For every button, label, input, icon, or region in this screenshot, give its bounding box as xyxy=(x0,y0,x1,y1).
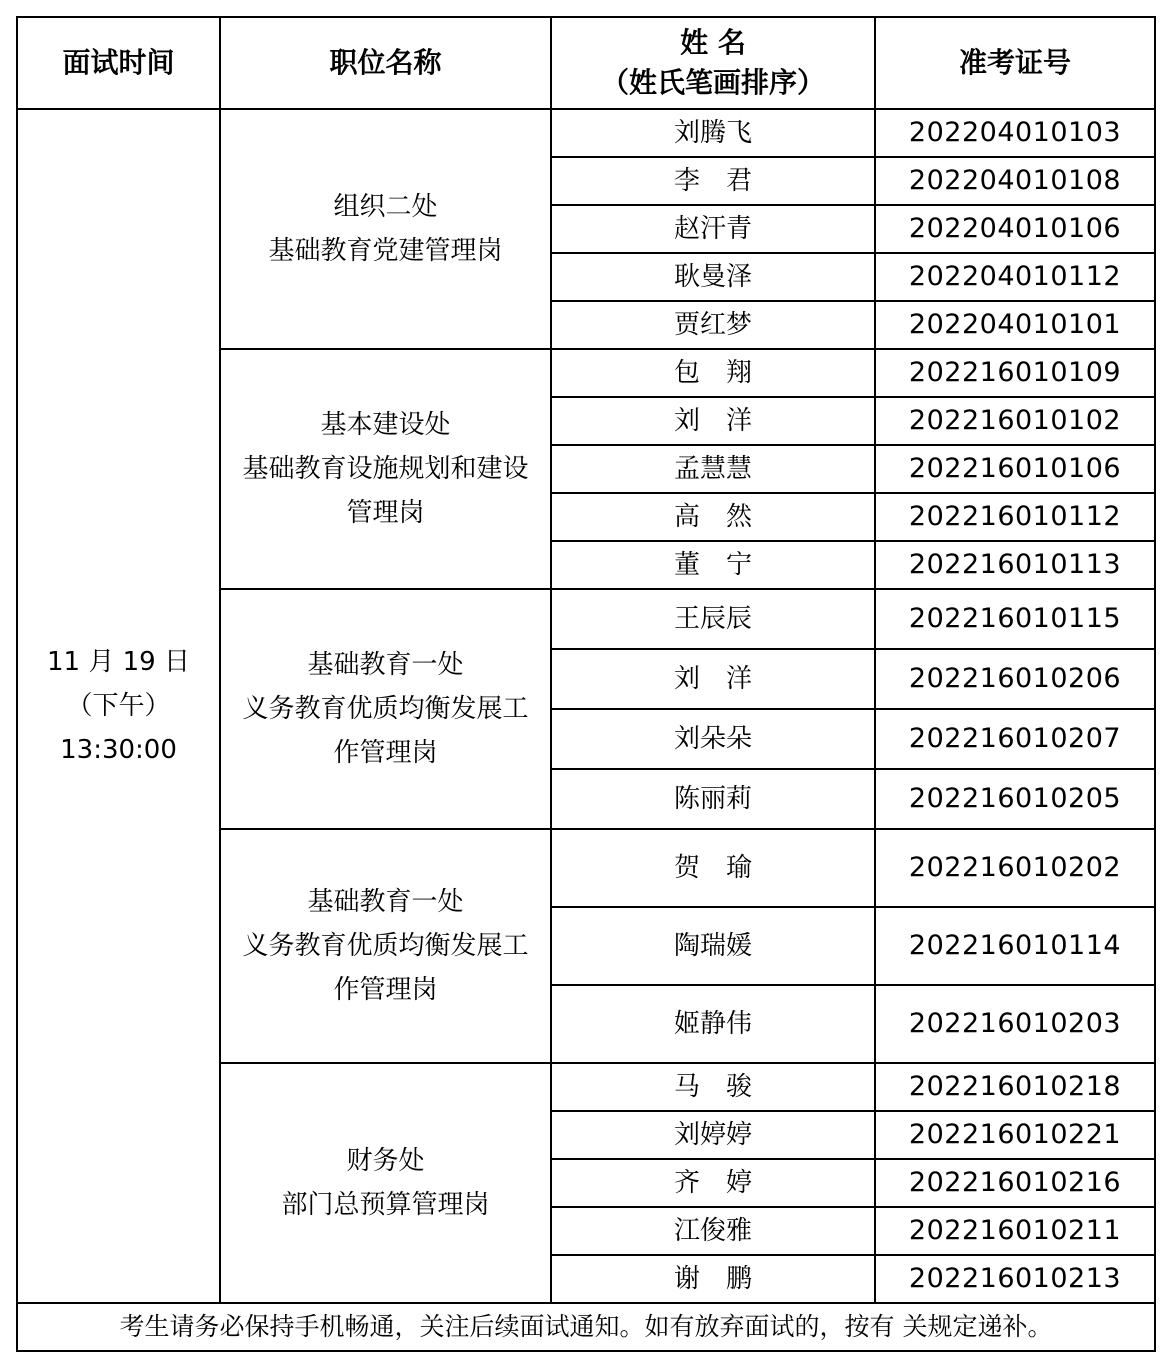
candidate-name: 马 骏 xyxy=(551,1063,875,1111)
candidate-name: 齐 婷 xyxy=(551,1159,875,1207)
candidate-name: 江俊雅 xyxy=(551,1207,875,1255)
admission-ticket-number: 202216010112 xyxy=(875,493,1155,541)
candidate-name: 刘朵朵 xyxy=(551,709,875,769)
admission-ticket-number: 202204010112 xyxy=(875,253,1155,301)
candidate-name: 陶瑞媛 xyxy=(551,907,875,985)
position-name-line: 基础教育党建管理岗 xyxy=(268,236,503,266)
candidate-name: 刘腾飞 xyxy=(551,109,875,157)
position-name-line: 基础教育设施规划和建设 xyxy=(242,454,529,484)
admission-ticket-number: 202216010102 xyxy=(875,397,1155,445)
candidate-name: 姬静伟 xyxy=(551,985,875,1063)
candidate-name: 刘 洋 xyxy=(551,649,875,709)
position-name-line: 作管理岗 xyxy=(333,738,438,768)
candidate-name: 王辰辰 xyxy=(551,589,875,649)
admission-ticket-number: 202216010113 xyxy=(875,541,1155,589)
position-name-cell xyxy=(220,829,551,1063)
position-name-line: 义务教育优质均衡发展工 xyxy=(242,931,529,961)
candidate-name: 耿曼泽 xyxy=(551,253,875,301)
candidate-name: 孟慧慧 xyxy=(551,445,875,493)
position-name-line: 基本建设处 xyxy=(320,410,451,440)
candidate-name: 李 君 xyxy=(551,157,875,205)
admission-ticket-number: 202216010109 xyxy=(875,349,1155,397)
candidate-name: 贾红梦 xyxy=(551,301,875,349)
interview-time-line2: （下午） xyxy=(66,691,171,721)
header-time: 面试时间 xyxy=(17,17,220,109)
admission-ticket-number: 202204010106 xyxy=(875,205,1155,253)
table-body xyxy=(17,109,1155,1303)
position-name-line: 财务处 xyxy=(346,1146,425,1176)
position-name-cell xyxy=(220,349,551,589)
interview-schedule-table xyxy=(16,16,1156,1352)
candidate-name: 董 宁 xyxy=(551,541,875,589)
admission-ticket-number: 202216010205 xyxy=(875,769,1155,829)
position-name-line: 部门总预算管理岗 xyxy=(281,1190,490,1220)
table-row xyxy=(17,109,1155,157)
header-name-line2: （姓氏笔画排序） xyxy=(600,66,825,99)
candidate-name: 贺 瑜 xyxy=(551,829,875,907)
candidate-name: 谢 鹏 xyxy=(551,1255,875,1303)
interview-time-line1: 11 月 19 日 xyxy=(47,647,190,677)
candidate-name: 刘婷婷 xyxy=(551,1111,875,1159)
position-name-cell xyxy=(220,589,551,829)
header-name-line1: 姓 名 xyxy=(680,26,746,59)
position-name-line: 基础教育一处 xyxy=(307,650,464,680)
admission-ticket-number: 202216010207 xyxy=(875,709,1155,769)
candidate-name: 包 翔 xyxy=(551,349,875,397)
admission-ticket-number: 202204010101 xyxy=(875,301,1155,349)
position-name-line: 基础教育一处 xyxy=(307,887,464,917)
admission-ticket-number: 202216010216 xyxy=(875,1159,1155,1207)
footer-note: 考生请务必保持手机畅通，关注后续面试通知。如有放弃面试的，按有 关规定递补。 xyxy=(17,1303,1155,1351)
admission-ticket-number: 202204010103 xyxy=(875,109,1155,157)
header-name xyxy=(551,17,875,109)
header-position: 职位名称 xyxy=(220,17,551,109)
interview-time-cell xyxy=(17,109,220,1303)
admission-ticket-number: 202216010211 xyxy=(875,1207,1155,1255)
admission-ticket-number: 202216010202 xyxy=(875,829,1155,907)
candidate-name: 高 然 xyxy=(551,493,875,541)
admission-ticket-number: 202216010114 xyxy=(875,907,1155,985)
position-name-line: 义务教育优质均衡发展工 xyxy=(242,694,529,724)
admission-ticket-number: 202216010106 xyxy=(875,445,1155,493)
admission-ticket-number: 202216010218 xyxy=(875,1063,1155,1111)
position-name-cell xyxy=(220,109,551,349)
position-name-line: 作管理岗 xyxy=(333,975,438,1005)
admission-ticket-number: 202216010206 xyxy=(875,649,1155,709)
header-row xyxy=(17,17,1155,109)
admission-ticket-number: 202216010213 xyxy=(875,1255,1155,1303)
candidate-name: 刘 洋 xyxy=(551,397,875,445)
position-name-cell xyxy=(220,1063,551,1303)
position-name-line: 组织二处 xyxy=(333,192,438,222)
interview-time-line3: 13:30:00 xyxy=(60,735,177,765)
admission-ticket-number: 202216010115 xyxy=(875,589,1155,649)
admission-ticket-number: 202216010203 xyxy=(875,985,1155,1063)
candidate-name: 赵汗青 xyxy=(551,205,875,253)
admission-ticket-number: 202204010108 xyxy=(875,157,1155,205)
position-name-line: 管理岗 xyxy=(346,498,425,528)
header-id: 准考证号 xyxy=(875,17,1155,109)
admission-ticket-number: 202216010221 xyxy=(875,1111,1155,1159)
candidate-name: 陈丽莉 xyxy=(551,769,875,829)
